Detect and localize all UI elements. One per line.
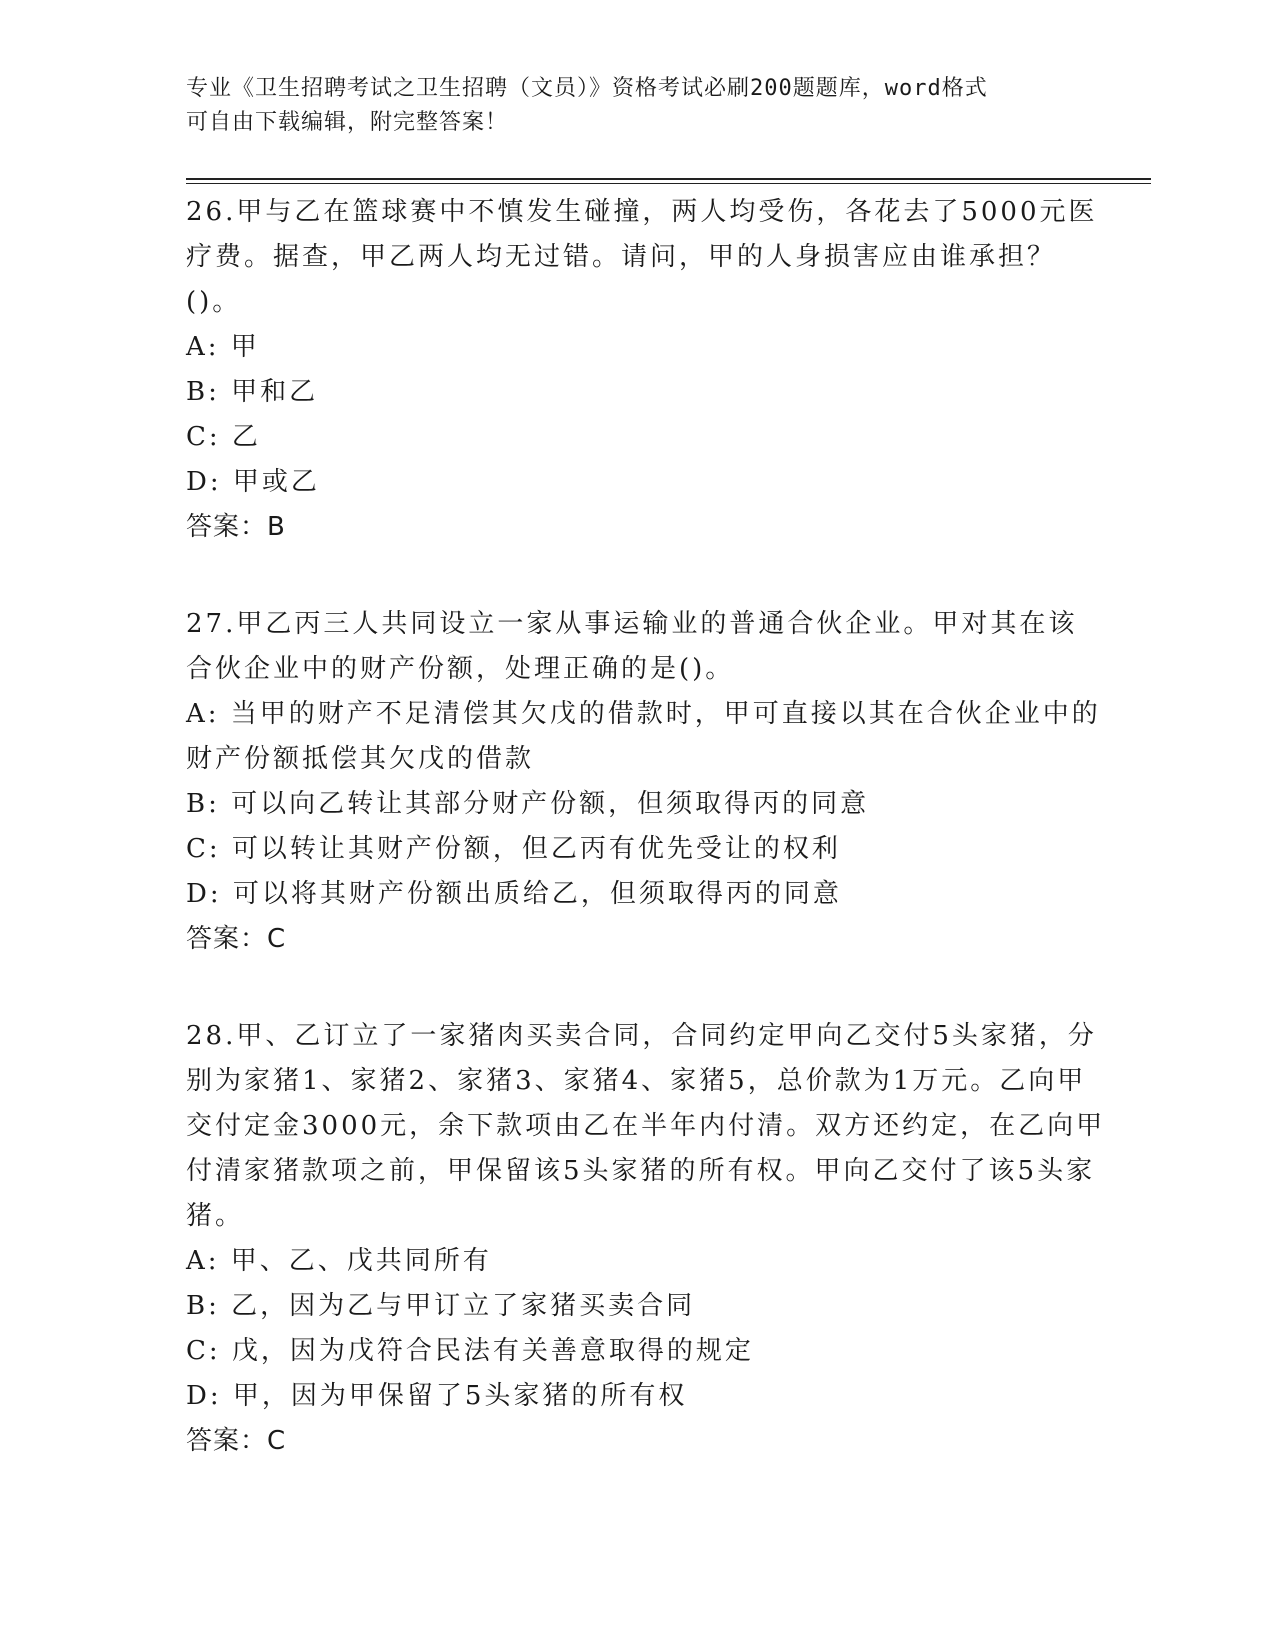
question-list bbox=[186, 190, 1106, 1516]
answer-line: 答案：C bbox=[186, 1426, 287, 1456]
answer-line: 答案：C bbox=[186, 924, 287, 954]
option-d: D: 甲，因为甲保留了5头家猪的所有权 bbox=[186, 1381, 688, 1411]
option-b: B: 可以向乙转让其部分财产份额，但须取得丙的同意 bbox=[186, 789, 870, 819]
option-a: A: 当甲的财产不足清偿其欠戊的借款时，甲可直接以其在合伙企业中的财产份额抵偿其欠戊的借款 bbox=[186, 699, 1101, 774]
question-28 bbox=[186, 1014, 1106, 1464]
option-c: C: 可以转让其财产份额，但乙丙有优先受让的权利 bbox=[186, 834, 841, 864]
option-d: D: 甲或乙 bbox=[186, 467, 320, 497]
option-a: A: 甲、乙、戊共同所有 bbox=[186, 1246, 492, 1276]
header-line-2: 可自由下载编辑，附完整答案！ bbox=[186, 110, 509, 135]
option-d: D: 可以将其财产份额出质给乙，但须取得丙的同意 bbox=[186, 879, 842, 909]
header-line-1: 专业《卫生招聘考试之卫生招聘（文员）》资格考试必刷200题题库，word格式 bbox=[186, 76, 988, 101]
option-c: C: 乙 bbox=[186, 422, 261, 452]
header-divider-thin bbox=[186, 183, 1151, 184]
document-header bbox=[186, 72, 1086, 140]
option-c: C: 戊，因为戊符合民法有关善意取得的规定 bbox=[186, 1336, 754, 1366]
header-divider-thick bbox=[186, 178, 1151, 180]
answer-line: 答案：B bbox=[186, 512, 286, 542]
question-stem: 27.甲乙丙三人共同设立一家从事运输业的普通合伙企业。甲对其在该合伙企业中的财产份额，处理正确的是()。 bbox=[186, 609, 1078, 684]
option-b: B: 乙，因为乙与甲订立了家猪买卖合同 bbox=[186, 1291, 696, 1321]
question-26 bbox=[186, 190, 1106, 550]
option-b: B: 甲和乙 bbox=[186, 377, 319, 407]
question-27 bbox=[186, 602, 1106, 962]
option-a: A: 甲 bbox=[186, 332, 260, 362]
question-stem: 26.甲与乙在篮球赛中不慎发生碰撞，两人均受伤，各花去了5000元医疗费。据查，甲乙两人均无过错。请问，甲的人身损害应由谁承担？()。 bbox=[186, 197, 1098, 317]
question-stem: 28.甲、乙订立了一家猪肉买卖合同，合同约定甲向乙交付5头家猪，分别为家猪1、家猪2、家猪3、家猪4、家猪5，总价款为1万元。乙向甲交付定金3000元，余下款项由乙在半年内付清。双方还约定，在乙向甲付清家猪款项之前，甲保留该5头家猪的所有权。甲向乙交付了该5头家猪。 bbox=[186, 1021, 1106, 1231]
